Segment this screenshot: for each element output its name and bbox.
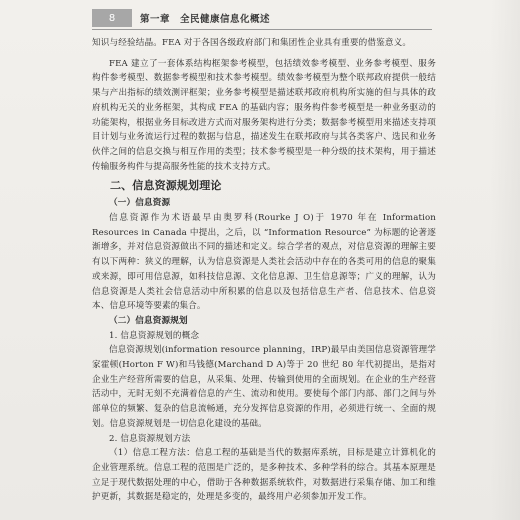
section-heading: 二、信息资源规划理论 [110, 179, 222, 193]
paragraph-concept: 信息资源规划(information resource planning，IRP)最早由美国信息资源管理学家霍顿(Horton F W)和马钱德(Marchand D A)等于 20 世纪 80 年代初提出，是指对企业生产经营所需要的信息，从采集、处理、传输到使用的全面规划。在企业的生产经营活动中，无时无刻不充满着信息的产生、流动和使用。要使每个部门内部、部门之间与外部单位的频繁、复杂的信息流畅通，充分发挥信息资源的作用，必须进行统一、全面的规划。信息资源规划是一切信息化建设的基础。 [92, 345, 436, 429]
paragraph-method: （1）信息工程方法：信息工程的基础是当代的数据库系统，目标是建立计算机化的企业管理系统。信息工程的范围是广泛的，是多种技术、多种学科的综合。其基本原理是立足于现代数据处理的中心，借助于各种数据系统软件，对数据进行采集存储、加工和维护更新，其数据是稳定的，处理是多变的，最终用户必须参加开发工作。 [92, 448, 436, 503]
header-rule [92, 29, 432, 30]
paragraph-fea: FEA 建立了一套体系结构框架参考模型，包括绩效参考模型、业务参考模型、服务构件参考模型、数据参考模型和技术参考模型。绩效参考模型为整个联邦政府提供一般结果与产出指标的绩效测评框架；业务参考模型是描述联邦政府机构所实施的但与具体的政府机构无关的业务框架，其构成 FEA 的基础内容；服务构件参考模型是一种业务驱动的功能架构，根据业务目标改进方式而对服务架构进行分类；数据参考模型用来描述支持项目计划与业务流运行过程的数据与信息，描述发生在联邦政府与其各类客户、选民和业务伙伴之间的信息交换与相互作用的类型；技术参考模型是一种分级的技术架构，用于描述传输服务构件与提高服务性能的技术支持方式。 [92, 58, 436, 172]
page-edge-shadow [490, 0, 520, 520]
page-number: 8 [92, 9, 132, 27]
item-heading-2: 2. 信息资源规划方法 [109, 433, 191, 444]
page-content [92, 36, 436, 505]
running-header [92, 8, 270, 28]
item-heading-1: 1. 信息资源规划的概念 [109, 330, 200, 341]
subsection-heading-1: （一）信息资源 [109, 198, 171, 209]
paragraph-intro: 知识与经验结晶。FEA 对于各国各级政府部门和集团性企业具有重要的借鉴意义。 [92, 38, 412, 48]
chapter-title: 第一章 全民健康信息化概述 [140, 14, 271, 25]
subsection-heading-2: （二）信息资源规划 [109, 315, 188, 326]
paragraph-info-resource: 信息资源作为术语最早由奥罗科(Rourke J O)于 1970 年在 Information Resources in Canada 中提出，之后，以 “Information Resource” 为标题的论著逐渐增多，并对信息资源做出不同的描述和定义。综合学者的观点，对信息资源的理解主要有以下两种：狭义的理解，认为信息资源是人类社会活动中存在的各类可用的信息的聚集或来源，即可用信息源，如科技信息源、文化信息源、卫生信息源等；广义的理解，认为信息资源是人类社会信息活动中所积累的信息以及包括信息生产者、信息技术、信息资本、信息环境等要素的集合。 [92, 213, 436, 312]
